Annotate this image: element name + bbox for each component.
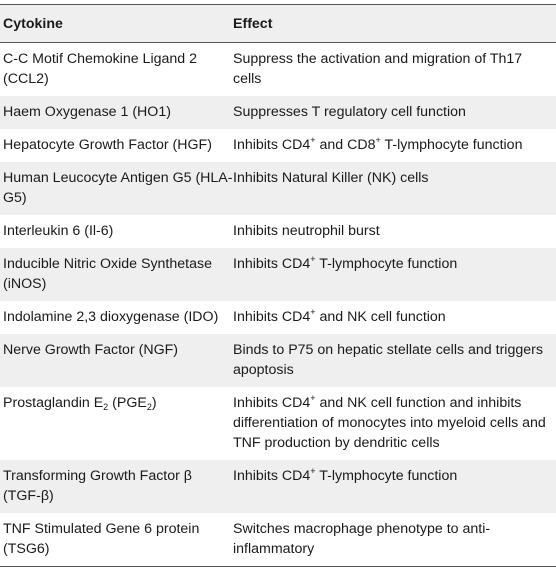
effect-cell: Inhibits CD4+ T-lymphocyte function	[233, 254, 458, 272]
effect-cell: Binds to P75 on hepatic stellate cells and triggers apoptosis	[233, 342, 543, 378]
cytokine-cell: Interleukin 6 (Il-6)	[3, 223, 114, 239]
effect-cell: Inhibits CD4+ T-lymphocyte function	[233, 466, 458, 484]
table-row	[0, 334, 556, 387]
cytokine-cell: Transforming Growth Factor β (TGF-β)	[3, 468, 192, 504]
effect-cell: Inhibits neutrophil burst	[233, 223, 380, 239]
table-row	[0, 43, 556, 96]
table-row	[0, 215, 556, 248]
table-row	[0, 513, 556, 566]
header-cytokine: Cytokine	[3, 15, 63, 32]
cytokine-cell: Haem Oxygenase 1 (HO1)	[3, 104, 171, 120]
table-row	[0, 248, 556, 301]
table-row	[0, 460, 556, 513]
bottom-rule	[0, 566, 556, 567]
effect-cell: Inhibits Natural Killer (NK) cells	[233, 170, 429, 186]
table-row	[0, 96, 556, 129]
cytokine-cell: Indolamine 2,3 dioxygenase (IDO)	[3, 309, 219, 325]
cytokine-cell: Nerve Growth Factor (NGF)	[3, 342, 179, 358]
cytokine-cell: C-C Motif Chemokine Ligand 2 (CCL2)	[3, 51, 197, 87]
table-header	[0, 5, 556, 43]
effect-cell: Inhibits CD4+ and NK cell function and inhibits differentiation of monocytes into myeloid cells and TNF production by dendritic cells	[233, 393, 546, 451]
effect-cell: Inhibits CD4+ and NK cell function	[233, 307, 446, 325]
header-effect: Effect	[233, 15, 273, 32]
cytokine-cell: Hepatocyte Growth Factor (HGF)	[3, 137, 212, 153]
effect-cell: Suppress the activation and migration of Th17 cells	[233, 51, 523, 87]
effect-cell: Switches macrophage phenotype to anti-inflammatory	[233, 521, 491, 557]
effect-cell: Inhibits CD4+ and CD8+ T-lymphocyte function	[233, 135, 523, 153]
cytokine-cell: Inducible Nitric Oxide Synthetase (iNOS)	[3, 256, 212, 292]
table-row	[0, 162, 556, 215]
cytokine-cell: Human Leucocyte Antigen G5 (HLA-G5)	[3, 170, 233, 206]
effect-cell: Suppresses T regulatory cell function	[233, 104, 466, 120]
cytokine-cell: TNF Stimulated Gene 6 protein (TSG6)	[3, 521, 200, 557]
cytokine-cell: Prostaglandin $E_2$ $(PGE_2)$	[3, 395, 157, 412]
table-row	[0, 387, 556, 460]
table-row	[0, 301, 556, 334]
table-row	[0, 129, 556, 162]
